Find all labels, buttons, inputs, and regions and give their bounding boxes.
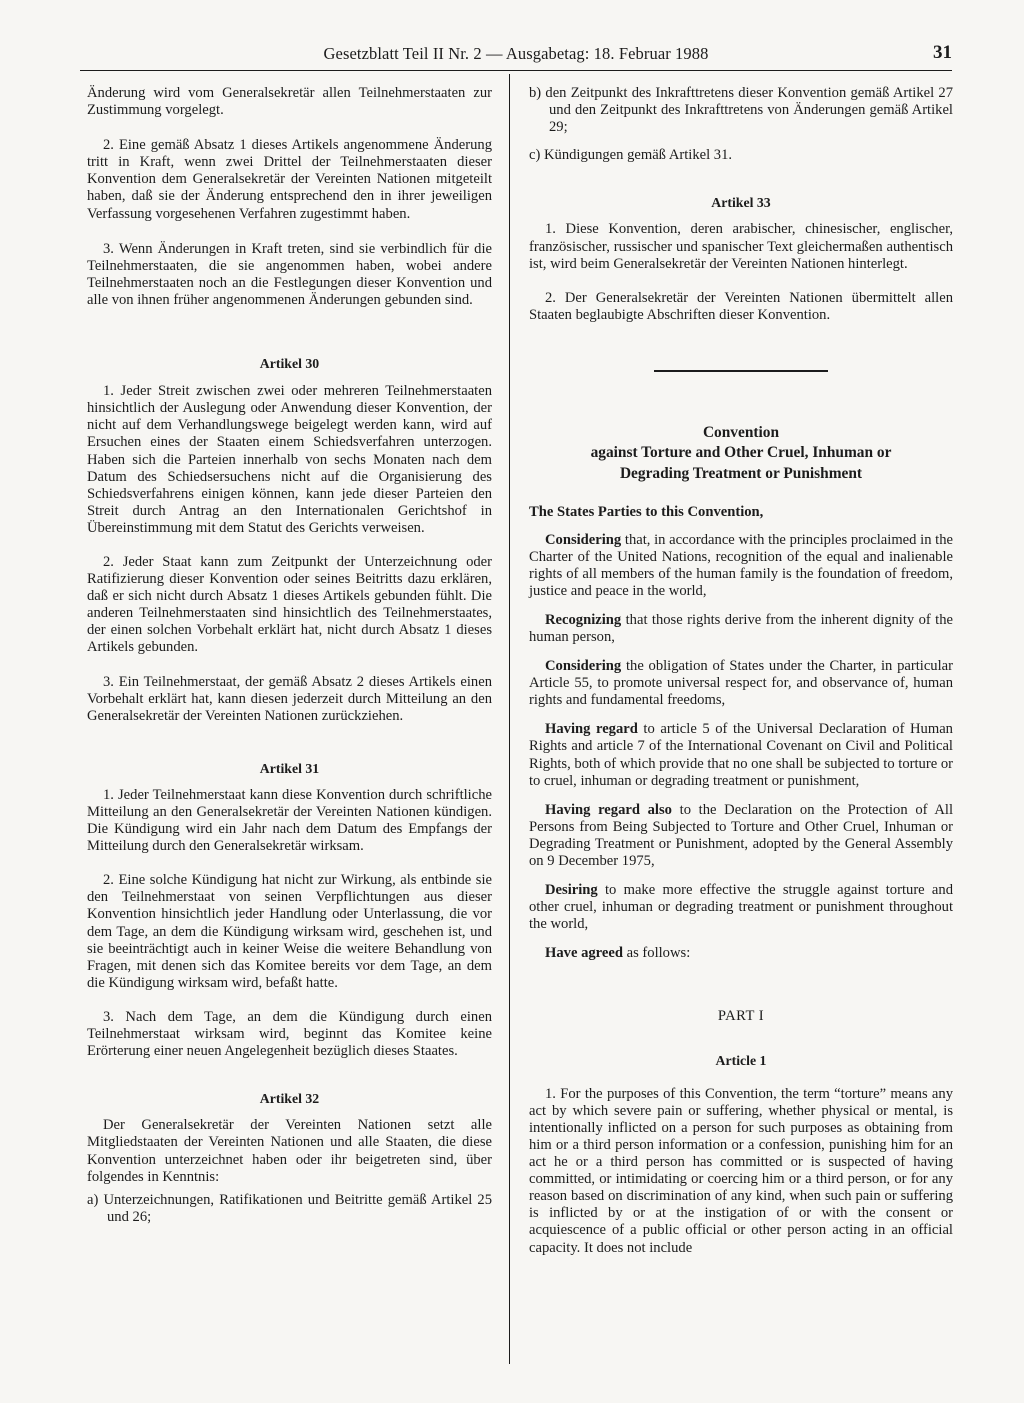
preamble-text: to make more effective the struggle against torture and other cruel, inhuman or degrading treatment or punishment throughout the world, xyxy=(529,882,953,933)
article-33-heading: Artikel 33 xyxy=(711,195,771,211)
preamble-recognizing xyxy=(529,612,953,646)
convention-title-line-1: Convention xyxy=(702,423,780,441)
page-number: 31 xyxy=(933,42,952,63)
header-rule xyxy=(80,70,952,71)
preamble-lead: Considering xyxy=(545,658,622,675)
art29-continuation: Änderung wird vom Generalsekretär allen Teilnehmerstaaten zur Zustimmung vorgelegt. xyxy=(87,85,492,119)
art33-paragraph-2: 2. Der Generalsekretär der Vereinten Nationen übermittelt allen Staaten beglaubigte Abschriften dieser Konvention. xyxy=(529,289,953,323)
article-31-heading: Artikel 31 xyxy=(259,760,320,776)
preamble-text: that, in accordance with the principles proclaimed in the Charter of the United Nations, recognition of the equal and inalienable rights of all members of the human family is the foundation of freedom, justice and peace in the world, xyxy=(529,531,953,599)
preamble-considering-2 xyxy=(529,658,953,709)
convention-title-line-2: against Torture and Other Cruel, Inhuman or xyxy=(590,444,892,462)
art32-item-a: a) Unterzeichnungen, Ratifikationen und Beitritte gemäß Artikel 25 und 26; xyxy=(87,1191,492,1225)
preamble-text: to article 5 of the Universal Declaration of Human Rights and article 7 of the International Covenant on Civil and Political Rights, both of which provide that no one shall be subjected to torture or to cruel, inhuman or degrading treatment or punishment, xyxy=(529,721,953,789)
art33-paragraph-1: 1. Diese Konvention, deren arabischer, chinesischer, englischer, französischer, russischer und spanischer Text gleichermaßen authentisch ist, wird beim Generalsekretär der Vereinten Nationen hinterlegt. xyxy=(529,221,953,272)
preamble-lead: Having regard also xyxy=(545,801,672,818)
preamble-text: that those rights derive from the inherent dignity of the human person, xyxy=(529,611,953,645)
left-column xyxy=(87,85,492,1226)
preamble-text: the obligation of States under the Charter, in particular Article 55, to promote universal respect for, and observance of, human rights and fundamental freedoms, xyxy=(529,658,953,709)
article-32-heading: Artikel 32 xyxy=(259,1091,320,1107)
art32-item-c: c) Kündigungen gemäß Artikel 31. xyxy=(529,147,733,164)
art29-paragraph-3: 3. Wenn Änderungen in Kraft treten, sind sie verbindlich für die Teilnehmerstaaten, die sie angenommen haben, wobei andere Teilnehmerstaaten noch an die Festlegungen dieser Konvention und alle von ihnen früher angenommenen Änderungen gebunden sind. xyxy=(87,240,492,308)
art31-paragraph-3: 3. Nach dem Tage, an dem die Kündigung durch einen Teilnehmerstaat wirksam wird, beginnt das Komitee keine Erörterung einer neuen Angelegenheit bezüglich dieses Staates. xyxy=(87,1008,492,1060)
art32-intro: Der Generalsekretär der Vereinten Nationen setzt alle Mitgliedstaaten der Vereinten Nationen und alle Staaten, die diese Konvention unterzeichnet haben oder ihr beigetreten sind, über folgendes in Kenntnis: xyxy=(87,1117,492,1185)
article-1-heading: Article 1 xyxy=(715,1052,767,1068)
part-heading: PART I xyxy=(717,1007,765,1024)
art1-paragraph-1: 1. For the purposes of this Convention, the term “torture” means any act by which severe pain or suffering, whether physical or mental, is intentionally inflicted on a person for such purposes as obtaining from him or a third person information or a confession, punishing him for an act he or a third person has committed or is suspected of having committed, or intimidating or coercing him or a third person, or for any reason based on discrimination of any kind, when such pain or suffering is inflicted by or at the instigation of or with the consent or acquiescence of a public official or other person acting in an official capacity. It does not include xyxy=(529,1085,953,1256)
art30-paragraph-2: 2. Jeder Staat kann zum Zeitpunkt der Unterzeichnung oder Ratifizierung dieser Konvention oder seines Beitritts dazu erklären, daß er sich nicht durch Absatz 1 dieses Artikels gebunden fühlt. Die anderen Teilnehmerstaaten sind hinsichtlich des Teilnehmerstaates, der einen solchen Vorbehalt erklärt hat, nicht durch Absatz 1 dieses Artikels gebunden. xyxy=(87,553,492,656)
right-column xyxy=(529,85,953,1257)
art31-paragraph-2: 2. Eine solche Kündigung hat nicht zur Wirkung, als entbinde sie den Teilnehmerstaat von seinen Verpflichtungen aus dieser Konvention hinsichtlich jeder Handlung oder Unterlassung, die vor dem Tage, an dem die Kündigung wirksam wird, geschehen ist, und sie beeinträchtigt auch in keiner Weise die weitere Behandlung von Fragen, mit denen sich das Komitee bereits vor dem Tage, an dem die Kündigung wirksam wird, befaßt hatte. xyxy=(87,872,492,991)
preamble-lead: Desiring xyxy=(545,882,598,899)
art30-paragraph-1: 1. Jeder Streit zwischen zwei oder mehreren Teilnehmerstaaten hinsichtlich der Auslegung oder Anwendung dieser Konvention, der nicht auf dem Verhandlungswege beigelegt werden kann, wird auf Ersuchen eines der Staaten einem Schiedsverfahren unterzogen. Haben sich die Parteien innerhalb von sechs Monaten nach dem Datum des Schiedsersuchens nicht auf die Organisierung des Schiedsverfahrens einigen können, kann jede dieser Parteien den Streit durch Antrag an den Internationalen Gerichtshof in Übereinstimmung mit dem Statut des Gerichts verweisen. xyxy=(87,383,492,536)
header-title: Gesetzblatt Teil II Nr. 2 — Ausgabetag: 18. Februar 1988 xyxy=(323,44,709,63)
column-divider xyxy=(509,74,510,1364)
preamble-having-regard xyxy=(529,721,953,789)
preamble-text: to the Declaration on the Protection of All Persons from Being Subjected to Torture and Other Cruel, Inhuman or Degrading Treatment or Punishment, adopted by the General Assembly on 9 December 1975, xyxy=(529,801,953,870)
preamble-lead: Having regard xyxy=(545,721,638,738)
preamble-have-agreed xyxy=(529,945,953,962)
preamble-heading: The States Parties to this Convention, xyxy=(529,504,764,521)
preamble-lead: Recognizing xyxy=(545,611,622,628)
art31-paragraph-1: 1. Jeder Teilnehmerstaat kann diese Konvention durch schriftliche Mitteilung an den Generalsekretär der Vereinten Nationen kündigen. Die Kündigung wird ein Jahr nach dem Datum des Empfangs der Mitteilung durch den Generalsekretär wirksam. xyxy=(87,786,492,855)
art32-item-b: b) den Zeitpunkt des Inkrafttretens dieser Konvention gemäß Artikel 27 und den Zeitpunkt des Inkrafttretens von Änderungen gemäß Artikel 29; xyxy=(529,85,953,136)
art30-paragraph-3: 3. Ein Teilnehmerstaat, der gemäß Absatz 2 dieses Artikels einen Vorbehalt erklärt hat, kann diesen jederzeit durch Mitteilung an den Generalsekretär der Vereinten Nationen zurückziehen. xyxy=(87,673,492,724)
convention-title-line-3: Degrading Treatment or Punishment xyxy=(619,464,863,482)
convention-title xyxy=(529,423,953,485)
preamble-considering-1 xyxy=(529,532,953,600)
section-rule xyxy=(654,370,828,372)
preamble-text: as follows: xyxy=(622,945,691,962)
preamble-having-regard-also xyxy=(529,802,953,870)
preamble-lead: Considering xyxy=(545,531,622,548)
article-30-heading: Artikel 30 xyxy=(259,356,320,372)
preamble-desiring xyxy=(529,882,953,933)
preamble-lead: Have agreed xyxy=(545,945,623,962)
art29-paragraph-2: 2. Eine gemäß Absatz 1 dieses Artikels angenommene Änderung tritt in Kraft, wenn zwei Drittel der Teilnehmerstaaten dieser Konvention dem Generalsekretär der Vereinten Nationen mitgeteilt haben, daß sie der Änderung entsprechend den in ihrer jeweiligen Verfassung vorgesehenen Verfahren zugestimmt haben. xyxy=(87,137,492,222)
page-header xyxy=(80,44,952,68)
